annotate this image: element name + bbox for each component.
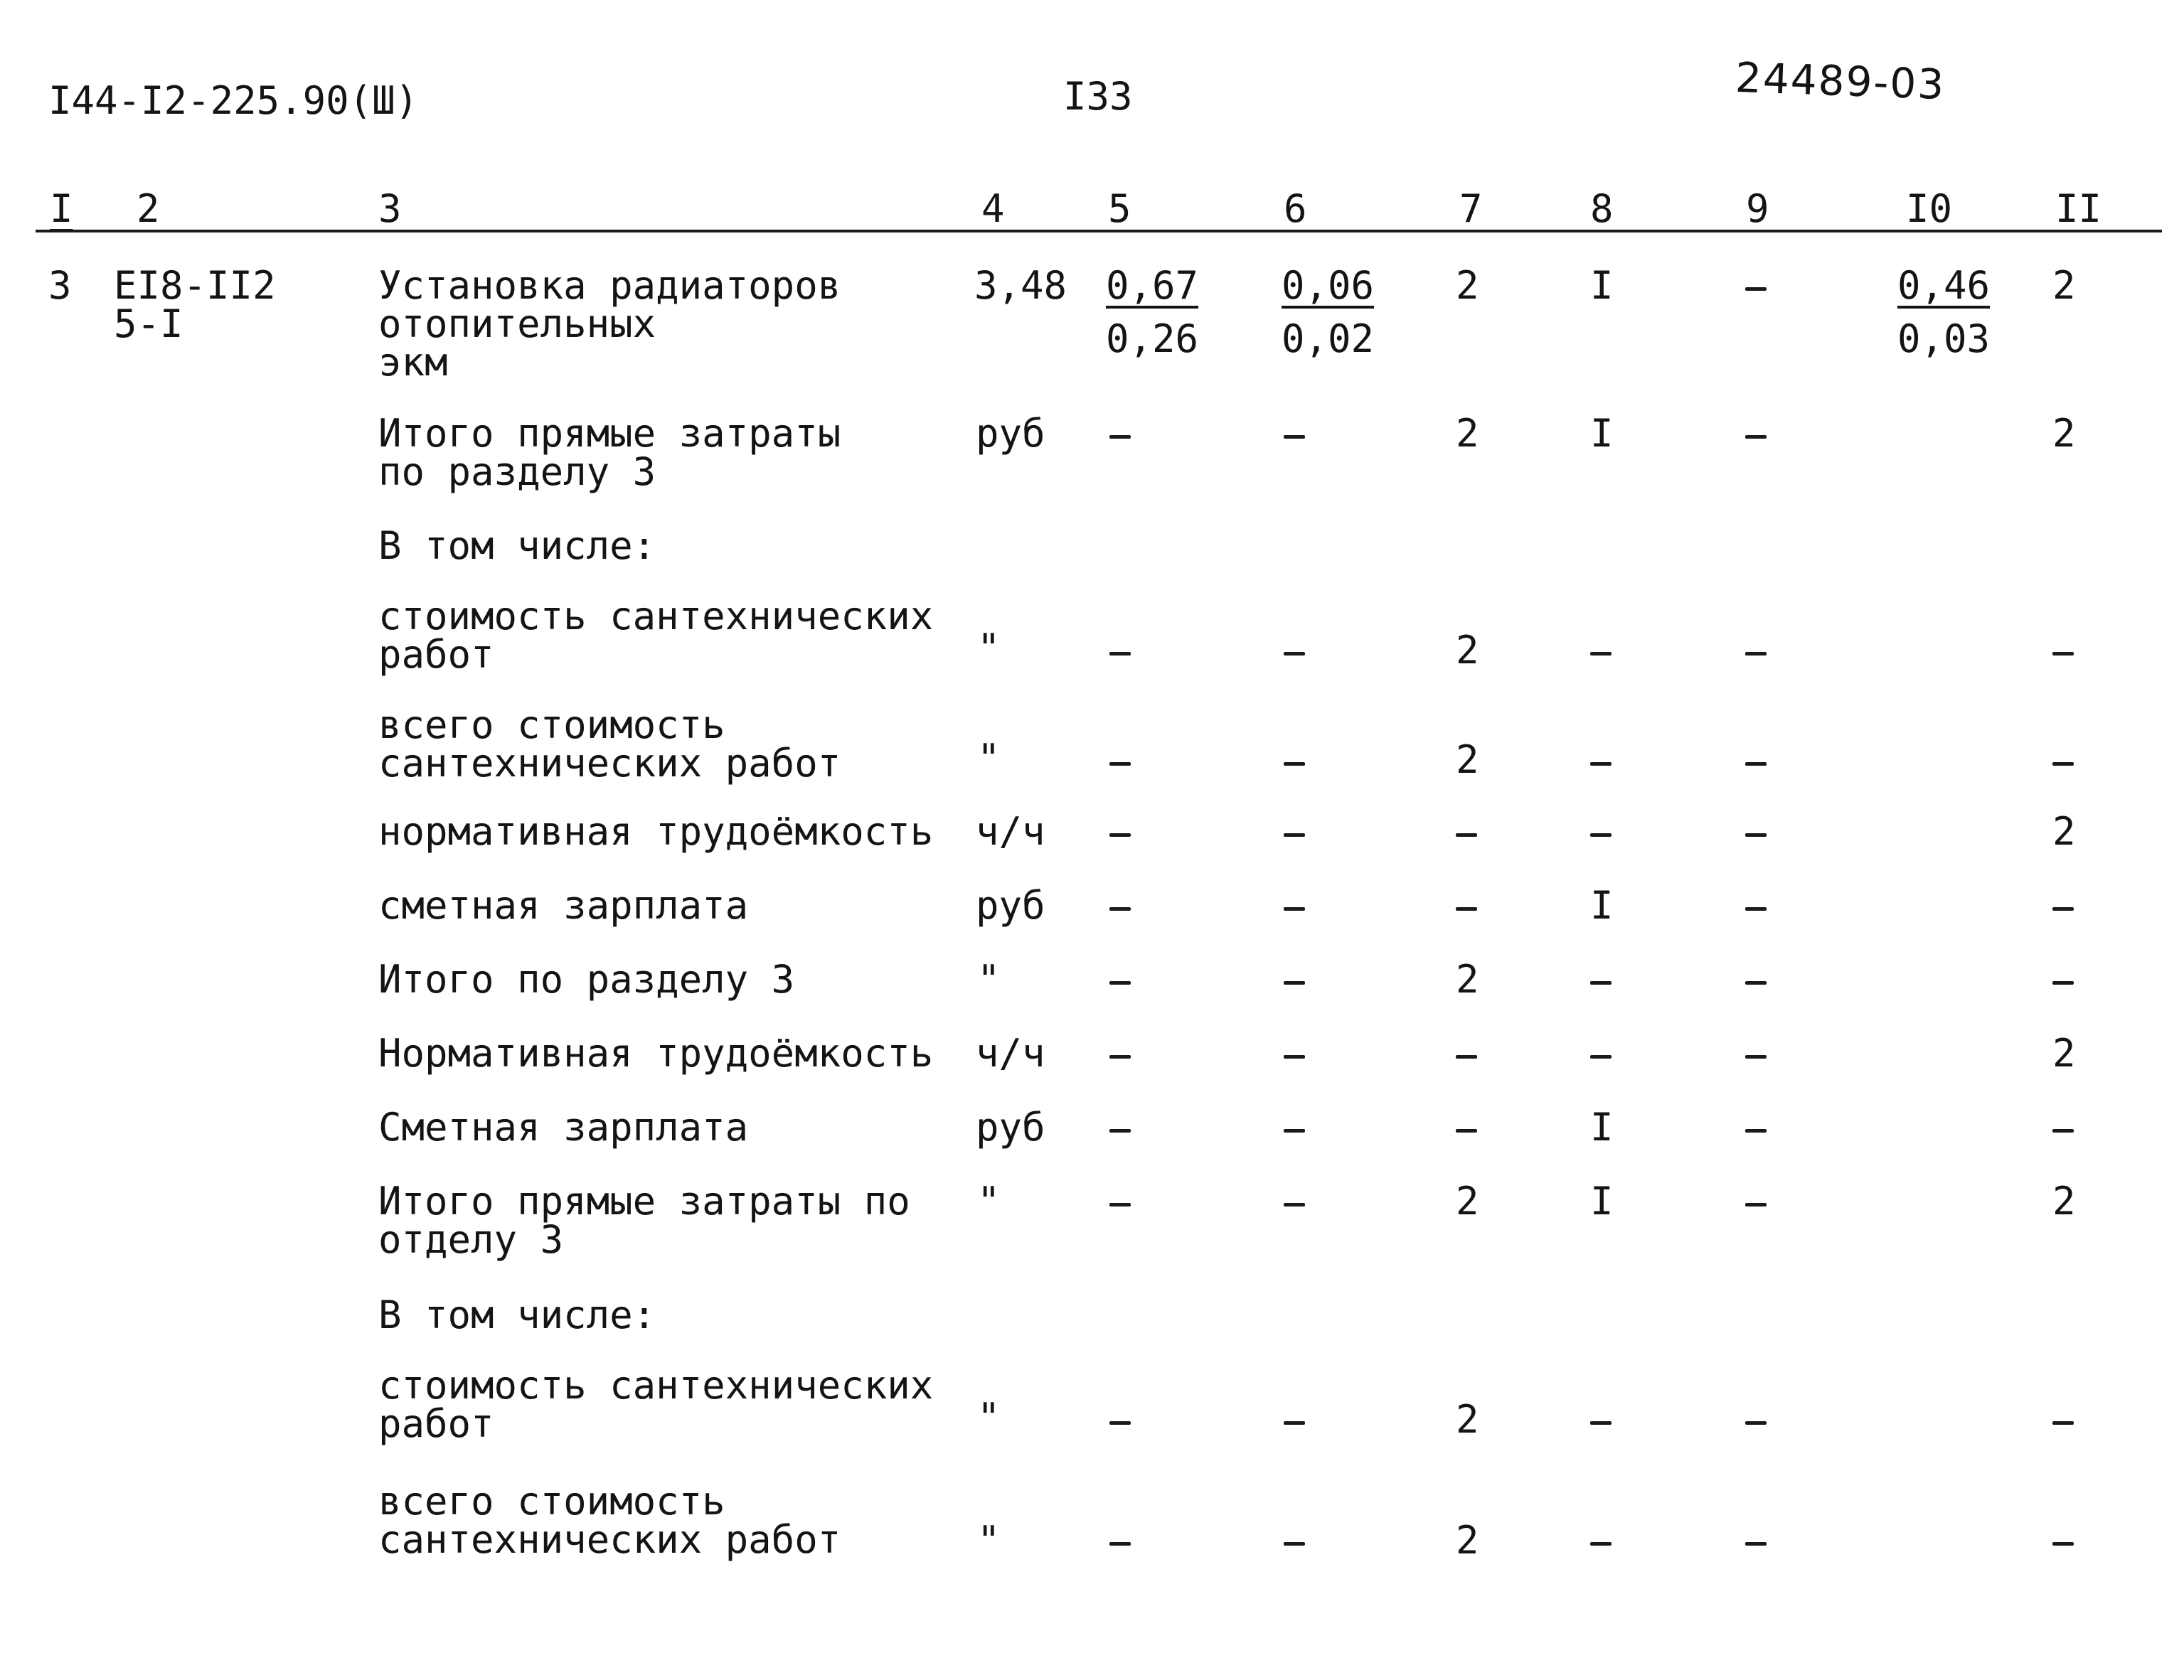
work-description: Установка радиаторов отопительных экм: [378, 263, 841, 385]
value-col8: I: [1590, 1105, 1614, 1150]
value-col11: 2: [2052, 1031, 2076, 1076]
document-code: I44-I2-225.90(Ш): [48, 78, 419, 123]
empty-dash: [1745, 1055, 1767, 1059]
value-col7: 2: [1456, 1518, 1479, 1563]
value-col7: 2: [1456, 737, 1479, 782]
value-col7: 2: [1456, 1179, 1479, 1224]
empty-dash: [1590, 762, 1612, 766]
row-unit: ": [977, 957, 1001, 1002]
empty-dash: [1590, 1421, 1612, 1425]
empty-dash: [1284, 1542, 1305, 1546]
empty-dash: [1590, 833, 1612, 837]
empty-dash: [1109, 981, 1131, 985]
row-unit: ч/ч: [976, 809, 1045, 854]
quantity: 3,48: [974, 263, 1067, 308]
column-number: I: [50, 186, 73, 231]
row-unit: руб: [976, 411, 1045, 456]
column-number: 2: [137, 186, 160, 231]
empty-dash: [1109, 1055, 1131, 1059]
header-rule: [36, 230, 2162, 232]
empty-dash: [1590, 1542, 1612, 1546]
column-number: 9: [1746, 186, 1769, 231]
row-label: сметная зарплата: [378, 883, 749, 928]
empty-dash: [1109, 1203, 1131, 1207]
empty-dash: [1284, 1129, 1305, 1133]
empty-dash: [2052, 652, 2074, 656]
value-col11: 2: [2052, 411, 2076, 456]
fraction-bottom: 0,03: [1897, 316, 1991, 361]
value-col8: I: [1590, 883, 1614, 928]
empty-dash: [1456, 833, 1477, 837]
empty-dash: [1109, 1542, 1131, 1546]
fraction-top: 0,67: [1106, 263, 1199, 308]
empty-dash: [1590, 652, 1612, 656]
row-label: Итого по разделу 3: [378, 957, 795, 1002]
empty-dash: [1745, 1421, 1767, 1425]
empty-dash: [1456, 1055, 1477, 1059]
value-col7: 2: [1456, 1397, 1479, 1442]
value-col8: I: [1590, 411, 1614, 456]
row-label: В том числе:: [378, 1293, 656, 1337]
empty-dash: [1109, 1129, 1131, 1133]
empty-dash: [2052, 907, 2074, 911]
column-number: 5: [1108, 186, 1131, 231]
empty-dash: [1745, 652, 1767, 656]
empty-dash: [2052, 981, 2074, 985]
column-number: 3: [378, 186, 402, 231]
empty-dash: [1745, 833, 1767, 837]
fraction-bottom: 0,02: [1282, 316, 1375, 361]
row-label: Сметная зарплата: [378, 1105, 749, 1150]
row-label: нормативная трудоёмкость: [378, 809, 934, 854]
handwritten-number: 24489-03: [1734, 53, 1946, 109]
empty-dash: [1109, 435, 1131, 439]
empty-dash: [1745, 287, 1767, 291]
column-number: 4: [981, 186, 1005, 231]
row-label: стоимость сантехнических работ: [378, 1363, 934, 1446]
row-label: всего стоимость сантехнических работ: [378, 702, 841, 786]
norm-code: EI8-II2 5-I: [114, 263, 276, 346]
empty-dash: [1590, 1055, 1612, 1059]
column-number: I0: [1906, 186, 1953, 231]
value-col7: 2: [1456, 957, 1479, 1002]
empty-dash: [1745, 1203, 1767, 1207]
empty-dash: [1284, 652, 1305, 656]
row-label: Нормативная трудоёмкость: [378, 1031, 934, 1076]
empty-dash: [1109, 907, 1131, 911]
row-unit: ": [977, 626, 1001, 670]
empty-dash: [1284, 981, 1305, 985]
row-label: стоимость сантехнических работ: [378, 594, 934, 677]
column-number: II: [2055, 186, 2102, 231]
empty-dash: [1284, 1421, 1305, 1425]
empty-dash: [1109, 762, 1131, 766]
value-col7: 2: [1456, 411, 1479, 456]
empty-dash: [1745, 762, 1767, 766]
empty-dash: [2052, 762, 2074, 766]
empty-dash: [1284, 435, 1305, 439]
empty-dash: [2052, 1129, 2074, 1133]
empty-dash: [1284, 1203, 1305, 1207]
row-unit: ": [977, 1395, 1001, 1440]
value-col11: 2: [2052, 1179, 2076, 1224]
row-unit: ": [977, 1179, 1001, 1224]
value-col7: 2: [1456, 263, 1479, 308]
column-number: 6: [1284, 186, 1307, 231]
empty-dash: [1590, 981, 1612, 985]
empty-dash: [1109, 1421, 1131, 1425]
empty-dash: [1745, 1542, 1767, 1546]
empty-dash: [1745, 1129, 1767, 1133]
fraction-bottom: 0,26: [1106, 316, 1199, 361]
empty-dash: [1745, 435, 1767, 439]
empty-dash: [1284, 1055, 1305, 1059]
empty-dash: [1284, 907, 1305, 911]
value-col7: 2: [1456, 628, 1479, 673]
empty-dash: [2052, 1421, 2074, 1425]
column-number: 7: [1459, 186, 1483, 231]
row-unit: ": [977, 1518, 1001, 1563]
row-number: 3: [48, 263, 72, 308]
row-unit: руб: [976, 1105, 1045, 1150]
row-label: В том числе:: [378, 523, 656, 568]
value-col8: I: [1590, 1179, 1614, 1224]
row-label: Итого прямые затраты по отделу 3: [378, 1179, 910, 1262]
fraction-top: 0,46: [1897, 263, 1991, 308]
row-label: Итого прямые затраты по разделу 3: [378, 411, 841, 494]
row-unit: ч/ч: [976, 1031, 1045, 1076]
empty-dash: [1109, 652, 1131, 656]
value-col11: 2: [2052, 809, 2076, 854]
value-col11: 2: [2052, 263, 2076, 308]
row-unit: руб: [976, 883, 1045, 928]
empty-dash: [2052, 1542, 2074, 1546]
empty-dash: [1456, 1129, 1477, 1133]
empty-dash: [1745, 907, 1767, 911]
empty-dash: [1284, 762, 1305, 766]
empty-dash: [1745, 981, 1767, 985]
empty-dash: [1456, 907, 1477, 911]
empty-dash: [1109, 833, 1131, 837]
column-number: 8: [1590, 186, 1614, 231]
row-unit: ": [977, 736, 1001, 781]
empty-dash: [1284, 833, 1305, 837]
page-number: I33: [1063, 74, 1133, 119]
fraction-top: 0,06: [1282, 263, 1375, 308]
row-label: всего стоимость сантехнических работ: [378, 1479, 841, 1562]
value-col8: I: [1590, 263, 1614, 308]
